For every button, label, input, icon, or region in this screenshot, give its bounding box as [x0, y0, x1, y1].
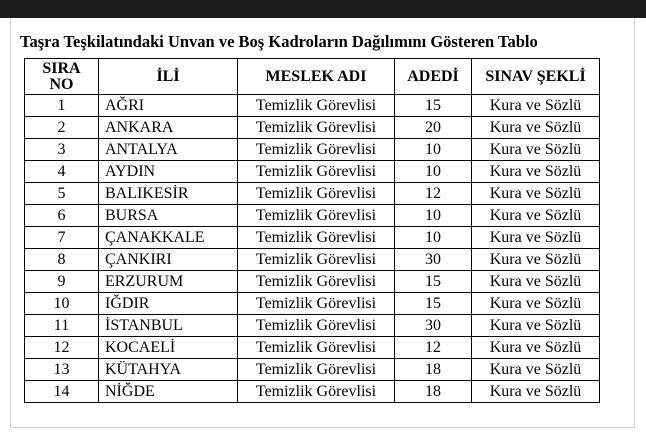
cell-sinav: Kura ve Sözlü [472, 337, 600, 359]
cell-il [99, 117, 238, 139]
table-row [25, 139, 600, 161]
cell-meslek: Temizlik Görevlisi [238, 381, 395, 403]
cell-adet: 18 [395, 359, 472, 381]
cell-sinav: Kura ve Sözlü [472, 95, 600, 117]
cell-sira-no: 2 [25, 117, 99, 139]
cell-sinav: Kura ve Sözlü [472, 381, 600, 403]
cell-sira-no: 9 [25, 271, 99, 293]
cell-il-text: ÇANKIRI [105, 251, 172, 268]
table-row [25, 381, 600, 403]
cell-il-text: IĞDIR [105, 295, 150, 312]
cell-sinav: Kura ve Sözlü [472, 183, 600, 205]
cell-sira-no: 7 [25, 227, 99, 249]
cell-il [99, 249, 238, 271]
cell-adet: 10 [395, 227, 472, 249]
cell-il [99, 337, 238, 359]
cell-il [99, 161, 238, 183]
cell-sira-no: 1 [25, 95, 99, 117]
table-row [25, 249, 600, 271]
cell-il-text: BALIKESİR [105, 185, 189, 202]
cell-meslek: Temizlik Görevlisi [238, 337, 395, 359]
cell-sinav: Kura ve Sözlü [472, 315, 600, 337]
cell-meslek: Temizlik Görevlisi [238, 249, 395, 271]
cell-sinav: Kura ve Sözlü [472, 161, 600, 183]
cell-il-text: İSTANBUL [105, 317, 183, 334]
cell-meslek: Temizlik Görevlisi [238, 359, 395, 381]
cell-il [99, 271, 238, 293]
cell-sinav: Kura ve Sözlü [472, 359, 600, 381]
cell-meslek: Temizlik Görevlisi [238, 183, 395, 205]
cell-il-text: KÜTAHYA [105, 361, 182, 378]
cell-meslek: Temizlik Görevlisi [238, 95, 395, 117]
header-meslek: MESLEK ADI [238, 59, 395, 95]
cell-sira-no: 13 [25, 359, 99, 381]
cell-il [99, 183, 238, 205]
header-adet: ADEDİ [395, 59, 472, 95]
cell-il [99, 95, 238, 117]
cell-il-text: AĞRI [105, 97, 145, 114]
cell-il-text: BURSA [105, 207, 159, 224]
cell-il-text: ERZURUM [105, 273, 184, 290]
cell-sira-no: 11 [25, 315, 99, 337]
header-sira-no-line2: NO [49, 75, 74, 93]
cell-il-text: ÇANAKKALE [105, 229, 205, 246]
table-row [25, 95, 600, 117]
cell-sira-no: 3 [25, 139, 99, 161]
cell-adet: 10 [395, 139, 472, 161]
table-title: Taşra Teşkilatındaki Unvan ve Boş Kadroların Dağılımını Gösteren Tablo [20, 32, 538, 51]
table-row [25, 271, 600, 293]
table-row [25, 117, 600, 139]
cell-sira-no: 5 [25, 183, 99, 205]
table-row [25, 161, 600, 183]
cell-adet: 18 [395, 381, 472, 403]
header-sinav: SINAV ŞEKLİ [472, 59, 600, 95]
table-row [25, 315, 600, 337]
cell-meslek: Temizlik Görevlisi [238, 161, 395, 183]
cell-adet: 30 [395, 249, 472, 271]
header-sira-no [25, 59, 99, 95]
table-header-row [25, 59, 600, 95]
cell-il [99, 315, 238, 337]
cell-il [99, 381, 238, 403]
cell-meslek: Temizlik Görevlisi [238, 227, 395, 249]
cell-sinav: Kura ve Sözlü [472, 249, 600, 271]
vacancy-table [24, 58, 600, 403]
cell-sira-no: 10 [25, 293, 99, 315]
cell-il-text: NİĞDE [105, 383, 155, 400]
cell-sinav: Kura ve Sözlü [472, 139, 600, 161]
cell-adet: 10 [395, 205, 472, 227]
cell-meslek: Temizlik Görevlisi [238, 271, 395, 293]
cell-adet: 10 [395, 161, 472, 183]
cell-meslek: Temizlik Görevlisi [238, 315, 395, 337]
cell-sira-no: 8 [25, 249, 99, 271]
cell-sinav: Kura ve Sözlü [472, 293, 600, 315]
cell-sira-no: 12 [25, 337, 99, 359]
cell-adet: 12 [395, 183, 472, 205]
table-row [25, 205, 600, 227]
cell-il [99, 205, 238, 227]
cell-il [99, 227, 238, 249]
cell-adet: 12 [395, 337, 472, 359]
cell-adet: 15 [395, 95, 472, 117]
cell-sira-no: 14 [25, 381, 99, 403]
table-row [25, 359, 600, 381]
cell-adet: 30 [395, 315, 472, 337]
cell-sira-no: 4 [25, 161, 99, 183]
cell-il [99, 293, 238, 315]
cell-il-text: KOCAELİ [105, 339, 176, 356]
table-row [25, 337, 600, 359]
cell-adet: 15 [395, 271, 472, 293]
cell-il [99, 139, 238, 161]
table-row [25, 183, 600, 205]
cell-sira-no: 6 [25, 205, 99, 227]
cell-sinav: Kura ve Sözlü [472, 227, 600, 249]
cell-sinav: Kura ve Sözlü [472, 205, 600, 227]
cell-meslek: Temizlik Görevlisi [238, 205, 395, 227]
cell-il-text: ANTALYA [105, 141, 178, 158]
top-bar [0, 0, 646, 18]
cell-sinav: Kura ve Sözlü [472, 271, 600, 293]
cell-il-text: ANKARA [105, 119, 174, 136]
cell-adet: 20 [395, 117, 472, 139]
cell-il [99, 359, 238, 381]
cell-sinav: Kura ve Sözlü [472, 117, 600, 139]
header-sira-no-line1: SIRA [42, 59, 81, 77]
cell-meslek: Temizlik Görevlisi [238, 139, 395, 161]
cell-il-text: AYDIN [105, 163, 156, 180]
cell-adet: 15 [395, 293, 472, 315]
table-row [25, 293, 600, 315]
header-il: İLİ [99, 59, 238, 95]
cell-meslek: Temizlik Görevlisi [238, 293, 395, 315]
table-row [25, 227, 600, 249]
cell-meslek: Temizlik Görevlisi [238, 117, 395, 139]
